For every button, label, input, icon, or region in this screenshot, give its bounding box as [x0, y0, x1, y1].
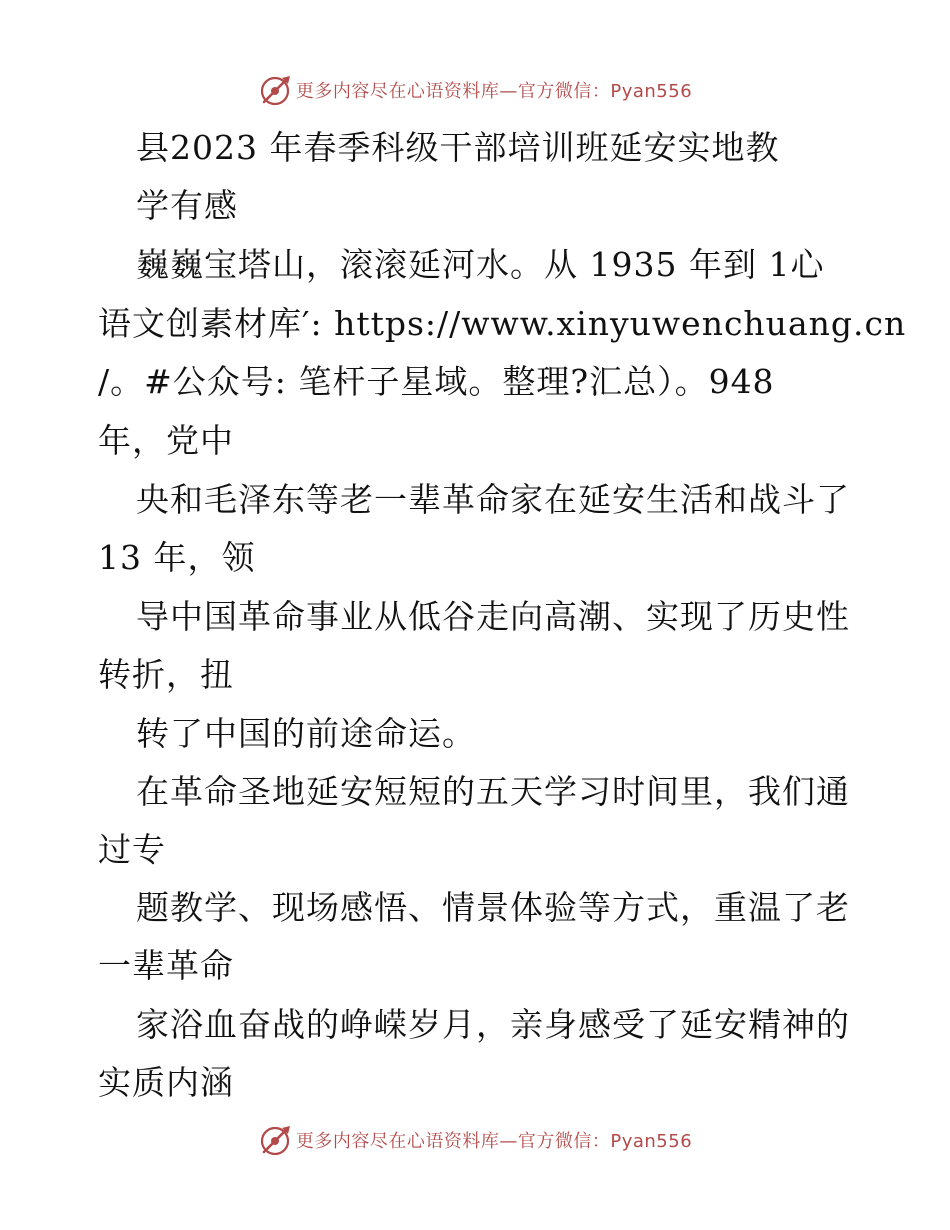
text-line: 一辈革命 [98, 946, 234, 985]
text-line: 实质内涵 [98, 1063, 234, 1102]
footer-watermark [0, 1120, 950, 1160]
text-line: 家浴血奋战的峥嵘岁月，亲身感受了延安精神的 [136, 1005, 850, 1044]
text-line: 巍巍宝塔山，滚滚延河水。从 1935 年到 1心 [136, 245, 825, 284]
text-line: 县2023 年春季科级干部培训班延安实地教 [136, 128, 780, 167]
text-line: 导中国革命事业从低谷走向高潮、实现了历史性 [136, 597, 850, 636]
text-line: 转折，扭 [98, 655, 234, 694]
pen-seal-logo-icon [258, 1122, 294, 1158]
text-line: /。#公众号: 笔杆子星域。整理?汇总）。948 [98, 362, 775, 401]
text-line: 央和毛泽东等老一辈革命家在延安生活和战斗了 [136, 480, 850, 519]
watermark-text: 更多内容尽在心语资料库—官方微信：Pyan556 [295, 81, 693, 102]
text-line: 转了中国的前途命运。 [136, 714, 476, 753]
text-line: 在革命圣地延安短短的五天学习时间里，我们通 [136, 772, 850, 811]
text-line: 语文创素材库′: https://www.xinyuwenchuang.cn [98, 304, 907, 343]
watermark-text: 更多内容尽在心语资料库—官方微信：Pyan556 [295, 1131, 693, 1152]
text-line: 学有感 [136, 186, 238, 225]
text-line: 题教学、现场感悟、情景体验等方式，重温了老 [136, 888, 850, 927]
text-line: 年，党中 [98, 421, 234, 460]
text-line: 过专 [98, 830, 166, 869]
text-line: 13 年，领 [98, 538, 256, 577]
